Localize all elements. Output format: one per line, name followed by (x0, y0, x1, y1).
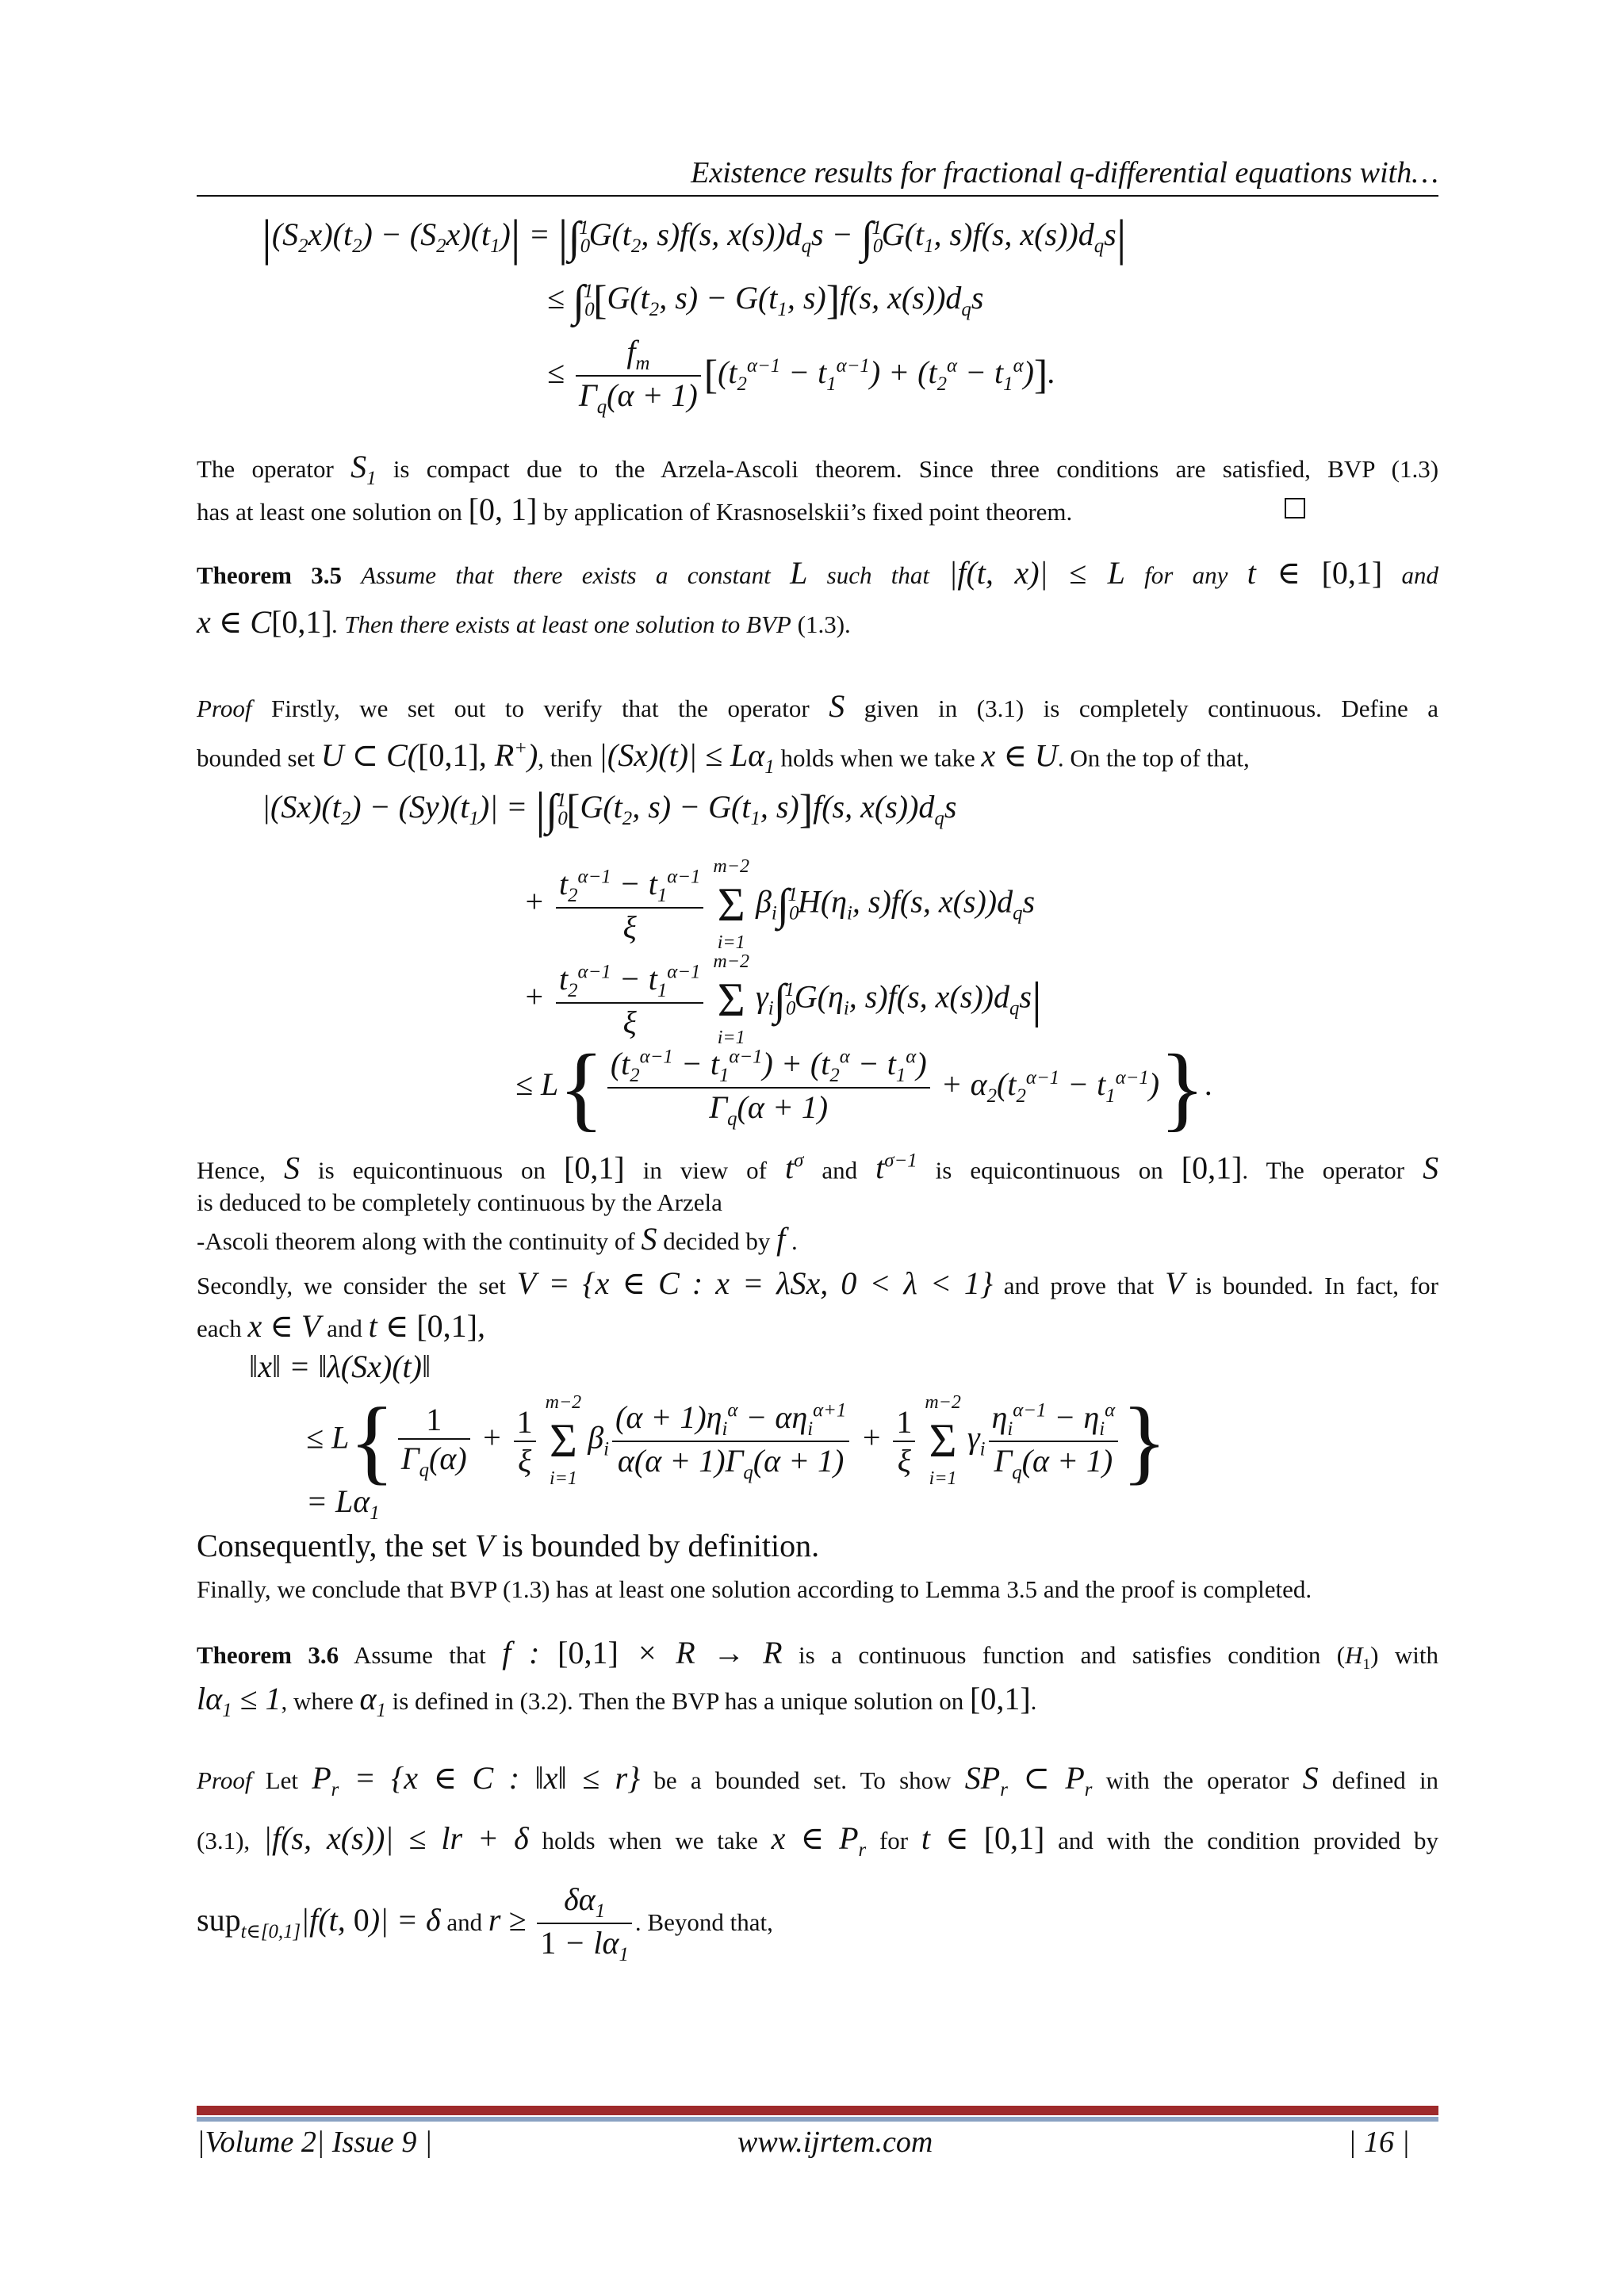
text: and (327, 1314, 362, 1342)
text: ) with (1370, 1641, 1439, 1669)
footer-page-number: | 16 | (1348, 2126, 1410, 2159)
text: and (1401, 561, 1439, 589)
qed-symbol (1285, 498, 1305, 519)
theorem-label: Theorem 3.5 (197, 561, 343, 589)
text: . (791, 1227, 798, 1255)
proof-1-line-2: bounded set U ⊂ C([0,1], R+), then $|(Sx)(t)| \le L\alpha_1$ holds when we take x ∈ U. On the top of that, (197, 737, 1250, 779)
equation-2-line-3: + $\frac{t_2^{\alpha-1} - t_1^{\alpha-1}}{\xi}$ m−2 Σ i=1 $\gamma_i\int_0^1G(\eta_i$, s)f(s, $x(s))d_qs|$ (523, 951, 1042, 1048)
footer-website: www.ijrtem.com (737, 2126, 933, 2159)
text: . Beyond that, (634, 1908, 773, 1937)
equation-3-line-2: ≤ L{ $\frac{1}{\Gamma_q(\alpha)}$ + $\frac{1}{\xi}$ m−2 Σ i=1 $\beta_i$ $\frac{(\alpha + 1)\eta_i^\alpha - \alpha\eta_i^{\alpha+1}}{\alpha(\alpha + 1)\Gamma_q(\alpha + 1)}$ + $\frac{1}{\xi}$ m−2 Σ i=1 $\gamma_i$ $\frac{\eta_i^{\alpha-1} - \eta_i^\alpha}{\Gamma_q(\alpha + 1)}$ } (306, 1387, 1167, 1494)
text: Assume that there exists a constant (361, 561, 771, 589)
text: Secondly, we consider the set (197, 1272, 506, 1299)
text: for any (1144, 561, 1228, 589)
text: is equicontinuous on (935, 1156, 1163, 1184)
equation-1-line-1: $|(S_2x)(t_2) - (S_2x)(t_1)| = |\int_0^1G(t_2$, s)f(s, $x(s))d_qs - \int_0^1G(t_1$, s)f(s, $x(s))d_qs|$ (262, 209, 1127, 266)
text: decided by (663, 1227, 771, 1255)
text: by application of Krasnoselskii’s fixed point theorem. (543, 498, 1073, 526)
text: is equicontinuous on (317, 1156, 546, 1184)
theorem-3-6-line-2: $l\alpha_1 \le 1$, where $\alpha_1$ is defined in (3.2). Then the BVP has a unique solution on [0,1]. (197, 1681, 1037, 1721)
equation-2-line-2: + $\frac{t_2^{\alpha-1} - t_1^{\alpha-1}}{\xi}$ m−2 Σ i=1 $\beta_i\int_0^1H(\eta_i$, s)f(s, $x(s))d_qs$ (523, 856, 1036, 953)
text: , then (538, 744, 593, 772)
text: . On the top of that, (1057, 744, 1250, 772)
equation-1-line-3: ≤ $\frac{f_m}{\Gamma_q(\alpha + 1)}$ $[(t_2^{\alpha-1} - t_1^{\alpha-1}) + (t_2^\alpha - t_1^\alpha)]$. (547, 334, 1056, 418)
text: in view of (642, 1156, 767, 1184)
text: such that (826, 561, 929, 589)
text: and (446, 1908, 483, 1937)
text: given in (3.1) is completely continuous. Define a (864, 695, 1439, 722)
text: , where (281, 1687, 354, 1715)
proof-1-line-1: Proof Firstly, we set out to verify that the operator S given in (3.1) is completely continuous. Define a (197, 688, 1439, 724)
text: is compact due to the Arzela-Ascoli theorem. Since three conditions are satisfied, BVP (1.3) (393, 455, 1439, 483)
text: (3.1), (197, 1827, 251, 1854)
paragraph-3-line-2 (197, 1567, 1312, 1613)
theorem-label: Theorem 3.6 (197, 1641, 339, 1669)
text: be a bounded set. To show (653, 1766, 952, 1794)
text: holds when we take (780, 744, 975, 772)
text: and with the condition provided by (1058, 1827, 1439, 1854)
text: Consequently, the set (197, 1528, 467, 1563)
text: is defined in (3.2). Then the BVP has a unique solution on (392, 1687, 964, 1715)
text: Finally, we conclude that BVP (1.3) has at least one solution according to Lemma 3.5 and the proof is completed. (197, 1575, 1312, 1603)
text: has at least one solution on (197, 498, 462, 526)
text: bounded set (197, 744, 315, 772)
text: -Ascoli theorem along with the continuity of (197, 1227, 635, 1255)
text: Assume that (353, 1641, 486, 1669)
proof-2-line-3: sup$_{t\in[0,1]}$|f(t, 0)| = δ and r ≥ $\frac{\delta\alpha_1}{1 - l\alpha_1}$ . Beyond that, (197, 1881, 773, 1965)
footer-volume-issue: |Volume 2| Issue 9 | (197, 2126, 433, 2159)
header-rule (197, 195, 1438, 197)
text: Hence, (197, 1156, 266, 1184)
equation-1-line-2: ≤ $\int_0^1[G(t_2$, $s) - G(t_1$, s)]f(s, $x(s))d_qs$ (547, 277, 984, 326)
equation-2-line-4: ≤ L{ $\frac{(t_2^{\alpha-1} - t_1^{\alpha-1}) + (t_2^\alpha - t_1^\alpha)}{\Gamma_q(\alpha + 1)}$ + $\alpha_2(t_2^{\alpha-1} - t_1^{\alpha-1})$}. (515, 1035, 1213, 1140)
theorem-3-6-line-1: Theorem 3.6 Assume that f : [0,1] × R → R is a continuous function and satisfies condition $(H_1)$ with (197, 1635, 1439, 1674)
proof-2-line-1: Proof Let $P_r = \{x$ ∈ C : ‖x‖ ≤ r} be a bounded set. To show $SP_r$ ⊂ $P_r$ with the operator S defined in (197, 1760, 1439, 1800)
text: Let (265, 1766, 298, 1794)
paragraph-2-line-5: each x ∈ V and t ∈ [0,1], (197, 1308, 485, 1344)
theorem-3-5-line-1: Theorem 3.5 Assume that there exists a constant L such that |f(t, x)| ≤ L for any t ∈ [0,1] and (197, 555, 1439, 591)
text: for (879, 1827, 909, 1854)
equation-3-line-3: = $L\alpha_1$ (306, 1483, 380, 1524)
paragraph-2-line-3: -Ascoli theorem along with the continuity of S decided by f . (197, 1221, 798, 1257)
proof-2-line-2: (3.1), |f(s, x(s))| ≤ lr + δ holds when we take x ∈ $P_r$ for t ∈ [0,1] and with the condition provided by (197, 1820, 1439, 1861)
text: and (822, 1156, 858, 1184)
paragraph-3-line-1: Consequently, the set V is bounded by definition. (197, 1528, 820, 1563)
text: holds when we take (542, 1827, 758, 1854)
text: and prove that (1003, 1272, 1155, 1299)
proof-label: Proof (197, 1766, 252, 1794)
equation-3-line-1: ‖x‖ = ‖λ(Sx)(t)‖ (249, 1349, 431, 1384)
text: is deduced to be completely continuous by the Arzela (197, 1188, 722, 1216)
text: with the operator (1105, 1766, 1289, 1794)
text: (1.3). (797, 610, 851, 638)
text: . The operator (1242, 1156, 1405, 1184)
text: The operator (197, 455, 334, 483)
footer-rule-top (197, 2106, 1438, 2115)
paragraph-1-line-2: has at least one solution on [0, 1] by application of Krasnoselskii’s fixed point theorem. (197, 492, 1073, 527)
paragraph-2-line-1: Hence, S is equicontinuous on [0,1] in view of $t^\sigma$ and $t^{\sigma-1}$ is equicontinuous on [0,1]. The operator S (197, 1150, 1439, 1186)
paragraph-2-line-4: Secondly, we consider the set V = {x ∈ C : x = λSx, 0 < λ < 1} and prove that V is bounded. In fact, for (197, 1265, 1438, 1301)
text: Firstly, we set out to verify that the operator (270, 695, 810, 722)
text: is a continuous function and satisfies condition ( (799, 1641, 1346, 1669)
text: defined in (1331, 1766, 1439, 1794)
running-header: Existence results for fractional q-differential equations with… (691, 156, 1438, 189)
theorem-3-5-line-2: x ∈ C[0,1]. Then there exists at least one solution to BVP (1.3). (197, 604, 851, 640)
text: . Then there exists at least one solution to BVP (331, 610, 791, 638)
paragraph-1-line-1: The operator $S_1$ is compact due to the Arzela-Ascoli theorem. Since three conditions are satisfied, BVP (1.3) (197, 449, 1439, 489)
text: is bounded by definition. (502, 1528, 820, 1563)
text: is bounded. In fact, for (1195, 1272, 1438, 1299)
proof-label: Proof (197, 695, 252, 722)
equation-2-line-1: $|(Sx)(t_2) - (Sy)(t_1)| = |\int_0^1[G(t_2$, $s) - G(t_1$, s)]f(s, $x(s))d_qs$ (262, 782, 957, 839)
footer-rule-bottom (197, 2117, 1438, 2122)
text: each (197, 1314, 242, 1342)
